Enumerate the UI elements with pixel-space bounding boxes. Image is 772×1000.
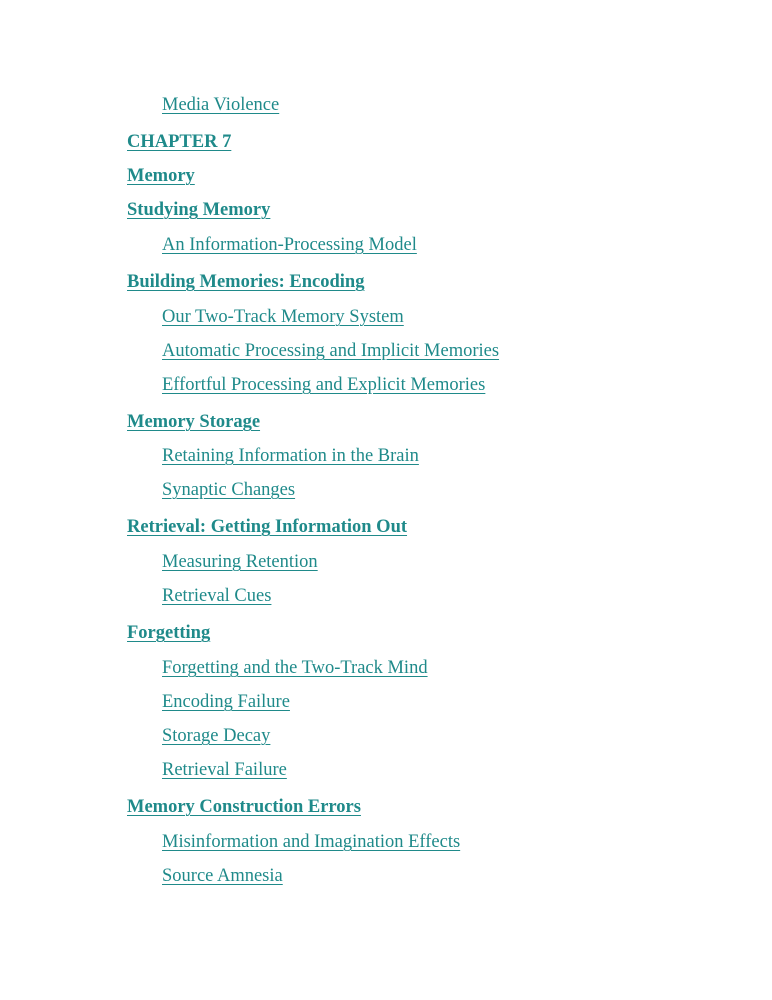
toc-link-memory-construction-errors[interactable]: Memory Construction Errors [127,797,361,817]
toc-link-memory-storage[interactable]: Memory Storage [127,412,261,432]
toc-link-forgetting[interactable]: Forgetting [127,623,211,643]
toc-link-source-amnesia[interactable]: Source Amnesia [162,866,283,886]
toc-link-retaining-information[interactable]: Retaining Information in the Brain [162,446,419,466]
toc-link-media-violence[interactable]: Media Violence [162,95,280,115]
toc-link-memory[interactable]: Memory [127,166,195,186]
toc-link-automatic-processing[interactable]: Automatic Processing and Implicit Memories [162,341,500,361]
toc-link-building-memories-encoding[interactable]: Building Memories: Encoding [127,272,365,292]
toc-link-information-processing-model[interactable]: An Information-Processing Model [162,235,417,255]
toc-link-retrieval-failure[interactable]: Retrieval Failure [162,760,287,780]
toc-link-retrieval-getting-information-out[interactable]: Retrieval: Getting Information Out [127,517,408,537]
toc-link-retrieval-cues[interactable]: Retrieval Cues [162,586,272,606]
toc-link-forgetting-two-track-mind[interactable]: Forgetting and the Two-Track Mind [162,658,428,678]
toc-link-encoding-failure[interactable]: Encoding Failure [162,692,290,712]
toc-link-effortful-processing[interactable]: Effortful Processing and Explicit Memories [162,375,486,395]
toc-link-two-track-memory-system[interactable]: Our Two-Track Memory System [162,307,404,327]
toc-link-studying-memory[interactable]: Studying Memory [127,200,271,220]
toc-link-measuring-retention[interactable]: Measuring Retention [162,552,318,572]
toc-link-storage-decay[interactable]: Storage Decay [162,726,271,746]
toc-link-misinformation-imagination[interactable]: Misinformation and Imagination Effects [162,832,461,852]
toc-link-chapter-7[interactable]: CHAPTER 7 [127,132,232,152]
toc-link-synaptic-changes[interactable]: Synaptic Changes [162,480,296,500]
